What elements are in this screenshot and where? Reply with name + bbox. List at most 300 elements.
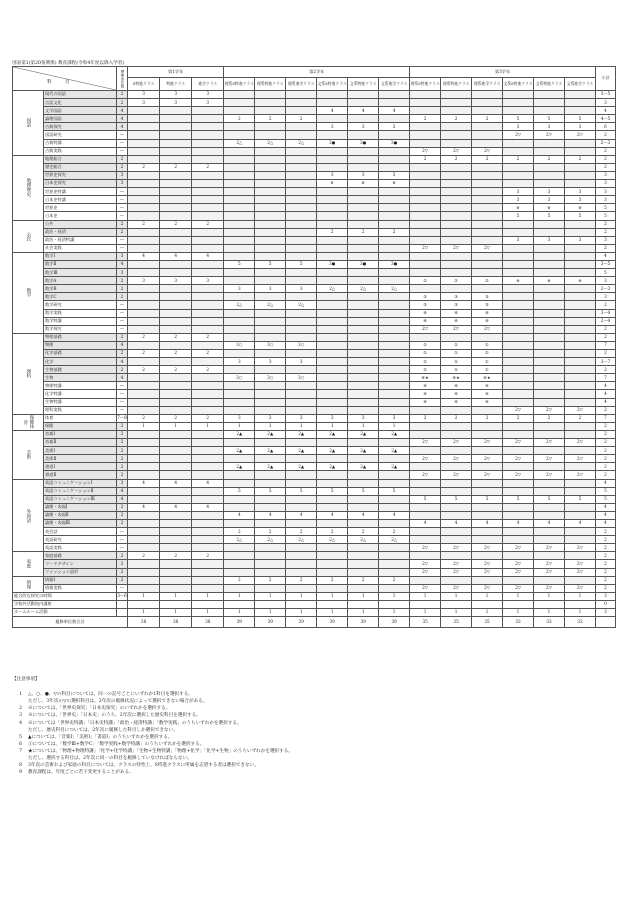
credit-cell bbox=[128, 204, 160, 212]
credit-cell: 2△ bbox=[255, 301, 286, 309]
standard-credits: — bbox=[116, 398, 127, 406]
credit-cell bbox=[286, 544, 317, 552]
credit-cell bbox=[441, 406, 472, 414]
subtotal-cell: 4 bbox=[595, 503, 615, 511]
total-cell: 39 bbox=[286, 617, 317, 628]
credit-cell: 2▲ bbox=[224, 430, 255, 438]
credit-cell: ① bbox=[472, 341, 503, 349]
credit-cell: 1 bbox=[564, 592, 595, 600]
credit-cell bbox=[128, 269, 160, 277]
credit-cell bbox=[160, 528, 192, 536]
table-row bbox=[13, 406, 616, 414]
subtotal-cell: 3 bbox=[595, 236, 615, 244]
credit-cell bbox=[192, 180, 224, 188]
credit-cell bbox=[224, 277, 255, 285]
credit-cell bbox=[128, 228, 160, 236]
credit-cell: 3 bbox=[503, 123, 534, 131]
credit-cell bbox=[503, 139, 534, 147]
credit-cell: ② bbox=[441, 277, 472, 285]
credit-cell bbox=[286, 317, 317, 325]
credit-cell bbox=[192, 236, 224, 244]
credit-cell: 3● bbox=[317, 139, 348, 147]
credit-cell bbox=[160, 309, 192, 317]
credit-cell bbox=[286, 188, 317, 196]
note-item bbox=[12, 691, 612, 705]
credit-cell bbox=[534, 430, 565, 438]
credit-cell: 3○ bbox=[255, 374, 286, 382]
credit-cell bbox=[224, 552, 255, 560]
credit-cell bbox=[472, 180, 503, 188]
credit-cell bbox=[564, 220, 595, 228]
credit-cell bbox=[410, 260, 441, 268]
subtotal-cell: 2 bbox=[595, 228, 615, 236]
credit-cell bbox=[286, 196, 317, 204]
credit-cell bbox=[224, 439, 255, 447]
credit-cell bbox=[128, 107, 160, 115]
table-row bbox=[13, 552, 616, 560]
credit-cell bbox=[564, 398, 595, 406]
credit-cell bbox=[472, 430, 503, 438]
credit-cell: 2 bbox=[255, 115, 286, 123]
subject-name: 数学特講 bbox=[43, 317, 116, 325]
credit-cell bbox=[564, 430, 595, 438]
credit-cell: 3 bbox=[192, 91, 224, 99]
credit-cell: 2 bbox=[317, 576, 348, 584]
credit-cell bbox=[564, 301, 595, 309]
credit-cell: 2▽ bbox=[564, 131, 595, 139]
credit-cell bbox=[503, 341, 534, 349]
credit-cell bbox=[286, 236, 317, 244]
credit-cell bbox=[534, 147, 565, 155]
credit-cell bbox=[472, 163, 503, 171]
credit-cell: 2 bbox=[192, 552, 224, 560]
credit-cell bbox=[410, 204, 441, 212]
total-header: 小計 bbox=[595, 67, 615, 91]
credit-cell bbox=[564, 374, 595, 382]
credit-cell bbox=[224, 220, 255, 228]
table-row bbox=[13, 350, 616, 358]
subtotal-cell: 7 bbox=[595, 341, 615, 349]
standard-credits: — bbox=[116, 188, 127, 196]
credit-cell bbox=[534, 447, 565, 455]
credit-cell bbox=[564, 228, 595, 236]
credit-cell bbox=[564, 511, 595, 519]
credit-cell bbox=[286, 220, 317, 228]
subtotal-cell: 2 bbox=[595, 455, 615, 463]
credit-cell bbox=[160, 358, 192, 366]
credit-cell: 1 bbox=[534, 609, 565, 617]
credit-cell: 1 bbox=[564, 609, 595, 617]
credit-cell bbox=[286, 252, 317, 260]
credit-cell: 2 bbox=[128, 163, 160, 171]
credit-cell bbox=[410, 139, 441, 147]
credit-cell bbox=[192, 107, 224, 115]
credit-cell bbox=[472, 487, 503, 495]
subject-name: 生物 bbox=[43, 374, 116, 382]
credit-cell bbox=[564, 479, 595, 487]
standard-credits: 2 bbox=[116, 430, 127, 438]
credit-cell: 2▽ bbox=[441, 584, 472, 592]
credit-cell bbox=[534, 463, 565, 471]
subject-group: 芸術 bbox=[13, 430, 44, 479]
subtotal-cell: 5 bbox=[595, 212, 615, 220]
credit-cell bbox=[410, 447, 441, 455]
credit-cell bbox=[286, 366, 317, 374]
credit-cell bbox=[192, 382, 224, 390]
credit-cell bbox=[224, 91, 255, 99]
subject-name: 政治・経済特講 bbox=[43, 236, 116, 244]
standard-credits bbox=[116, 600, 127, 608]
subject-name: 家庭基礎 bbox=[43, 552, 116, 560]
credit-cell: 2▽ bbox=[441, 560, 472, 568]
credit-cell: 2▲ bbox=[224, 447, 255, 455]
credit-cell bbox=[160, 560, 192, 568]
credit-cell: 5 bbox=[286, 260, 317, 268]
standard-credits bbox=[116, 609, 127, 617]
credit-cell bbox=[128, 447, 160, 455]
total-cell: 39 bbox=[224, 617, 255, 628]
credit-cell bbox=[286, 269, 317, 277]
credit-cell: 3 bbox=[503, 188, 534, 196]
subject-header: 科 目 bbox=[47, 80, 76, 85]
credit-cell bbox=[286, 479, 317, 487]
credit-cell: 5 bbox=[379, 487, 410, 495]
credit-cell bbox=[286, 560, 317, 568]
credit-cell bbox=[317, 439, 348, 447]
credit-cell: 3 bbox=[317, 123, 348, 131]
credit-cell bbox=[503, 382, 534, 390]
table-row bbox=[13, 584, 616, 592]
subtotal-cell: 2～3 bbox=[595, 285, 615, 293]
credit-cell bbox=[564, 422, 595, 430]
credit-cell bbox=[379, 115, 410, 123]
credit-cell bbox=[224, 196, 255, 204]
subtotal-cell: 2 bbox=[595, 584, 615, 592]
credit-cell bbox=[503, 180, 534, 188]
credit-cell bbox=[224, 163, 255, 171]
subtotal-cell: 7 bbox=[595, 374, 615, 382]
credit-cell: 2 bbox=[224, 576, 255, 584]
credit-cell: 2 bbox=[472, 414, 503, 422]
standard-credits: — bbox=[116, 204, 127, 212]
credit-cell: ※ bbox=[503, 277, 534, 285]
note-text: ★については、「物理+物理特講」「化学+化学特講」「生物+生物特講」「物理+化学」「化学+生物」のうちいずれかを選択する。 ただし、選択する科目は、2年次に同一の科目を履修していなければならない。 bbox=[28, 748, 293, 762]
credit-cell: 1 bbox=[255, 609, 286, 617]
credit-cell bbox=[534, 422, 565, 430]
credit-cell bbox=[224, 155, 255, 163]
credit-cell bbox=[317, 99, 348, 107]
subtotal-cell: 3 bbox=[595, 293, 615, 301]
credit-cell bbox=[128, 212, 160, 220]
credit-cell: ④ bbox=[441, 382, 472, 390]
credit-cell bbox=[379, 495, 410, 503]
credit-cell bbox=[564, 260, 595, 268]
credit-cell bbox=[286, 495, 317, 503]
subject-name: 言語文化 bbox=[43, 99, 116, 107]
credit-cell bbox=[160, 544, 192, 552]
credit-cell bbox=[472, 447, 503, 455]
credit-cell bbox=[564, 269, 595, 277]
standard-credits: — bbox=[116, 309, 127, 317]
table-row bbox=[13, 204, 616, 212]
subject-name: 音楽Ⅱ bbox=[43, 439, 116, 447]
credit-cell: ※ bbox=[564, 204, 595, 212]
credit-cell: ④ bbox=[410, 309, 441, 317]
credit-cell bbox=[503, 107, 534, 115]
credit-cell bbox=[564, 536, 595, 544]
credit-cell bbox=[160, 584, 192, 592]
credit-cell bbox=[503, 374, 534, 382]
credit-cell bbox=[564, 139, 595, 147]
credit-cell bbox=[224, 503, 255, 511]
standard-credits: — bbox=[116, 544, 127, 552]
credit-cell: 2 bbox=[441, 414, 472, 422]
credit-cell: 2▽ bbox=[564, 584, 595, 592]
credit-cell bbox=[192, 309, 224, 317]
credit-cell bbox=[160, 439, 192, 447]
table-row bbox=[13, 244, 616, 252]
credit-cell: 2 bbox=[160, 350, 192, 358]
credit-cell bbox=[286, 552, 317, 560]
credit-cell bbox=[160, 212, 192, 220]
credit-cell: ④ bbox=[410, 398, 441, 406]
credit-cell bbox=[564, 487, 595, 495]
credit-cell bbox=[317, 131, 348, 139]
credit-cell bbox=[379, 406, 410, 414]
credit-cell: ④★ bbox=[472, 374, 503, 382]
credit-cell bbox=[255, 269, 286, 277]
credit-cell bbox=[379, 439, 410, 447]
credit-cell: 2▽ bbox=[410, 544, 441, 552]
credit-cell bbox=[317, 398, 348, 406]
credit-cell bbox=[348, 99, 379, 107]
subject-group: 理科 bbox=[13, 333, 44, 414]
credit-cell bbox=[379, 188, 410, 196]
credit-cell: 2△ bbox=[317, 536, 348, 544]
total-cell: 35 bbox=[472, 617, 503, 628]
credit-cell: 3○ bbox=[286, 341, 317, 349]
credit-cell bbox=[224, 293, 255, 301]
credit-cell bbox=[255, 163, 286, 171]
subject-name: 音楽Ⅰ bbox=[43, 430, 116, 438]
subtotal-cell: 2 bbox=[595, 366, 615, 374]
credit-cell: ④ bbox=[472, 390, 503, 398]
standard-credits: — bbox=[116, 301, 127, 309]
standard-credits: 2 bbox=[116, 471, 127, 479]
credit-cell bbox=[348, 544, 379, 552]
credit-cell bbox=[472, 123, 503, 131]
table-row bbox=[13, 463, 616, 471]
credit-cell bbox=[160, 269, 192, 277]
credit-cell bbox=[379, 503, 410, 511]
credit-cell: 5 bbox=[534, 212, 565, 220]
credit-cell bbox=[348, 155, 379, 163]
credit-cell bbox=[503, 309, 534, 317]
credit-cell bbox=[192, 471, 224, 479]
standard-credits: — bbox=[116, 325, 127, 333]
subject-group: 情報 bbox=[13, 576, 44, 592]
credit-cell bbox=[317, 390, 348, 398]
credit-cell bbox=[410, 131, 441, 139]
credit-cell bbox=[472, 422, 503, 430]
credit-cell: ④★ bbox=[410, 374, 441, 382]
credit-cell bbox=[472, 552, 503, 560]
note-text: 3年次の芸術および家庭の科目については、クラスの特性上、S特進クラスに所属を志望する者は選択できない。 bbox=[28, 763, 259, 769]
credit-cell: ③ bbox=[410, 293, 441, 301]
credit-cell: 2△ bbox=[286, 301, 317, 309]
standard-credits: 2 bbox=[116, 155, 127, 163]
credit-cell bbox=[286, 277, 317, 285]
credit-cell bbox=[379, 455, 410, 463]
credit-cell: 1 bbox=[160, 592, 192, 600]
credit-cell bbox=[128, 455, 160, 463]
credit-cell bbox=[410, 463, 441, 471]
credit-cell: ※ bbox=[564, 277, 595, 285]
credit-cell: 2△ bbox=[255, 536, 286, 544]
credit-cell: 3 bbox=[503, 236, 534, 244]
credit-cell bbox=[503, 252, 534, 260]
credit-cell bbox=[317, 244, 348, 252]
credit-cell bbox=[255, 171, 286, 179]
standard-credits: 2 bbox=[116, 285, 127, 293]
credit-cell bbox=[503, 317, 534, 325]
table-row bbox=[13, 309, 616, 317]
credit-cell bbox=[441, 528, 472, 536]
credit-cell bbox=[348, 503, 379, 511]
subtotal-cell: 2 bbox=[595, 155, 615, 163]
credit-cell bbox=[379, 519, 410, 527]
credit-cell bbox=[410, 552, 441, 560]
credit-cell bbox=[534, 171, 565, 179]
table-row bbox=[13, 528, 616, 536]
credit-cell bbox=[534, 350, 565, 358]
credit-cell bbox=[317, 212, 348, 220]
credit-cell bbox=[441, 463, 472, 471]
credit-cell bbox=[503, 422, 534, 430]
course-header: 文系特進クラス bbox=[348, 78, 379, 91]
subtotal-cell: 2 bbox=[595, 301, 615, 309]
table-row bbox=[13, 471, 616, 479]
credit-cell: 2▲ bbox=[379, 447, 410, 455]
subtotal-cell: 3～4 bbox=[595, 309, 615, 317]
credit-cell bbox=[128, 519, 160, 527]
credit-cell bbox=[534, 252, 565, 260]
credit-cell bbox=[286, 455, 317, 463]
credit-cell: 2▽ bbox=[503, 455, 534, 463]
credit-cell bbox=[348, 406, 379, 414]
credit-cell bbox=[128, 301, 160, 309]
credit-cell: 5 bbox=[348, 487, 379, 495]
table-row bbox=[13, 260, 616, 268]
table-row bbox=[13, 455, 616, 463]
credit-cell: 2 bbox=[379, 576, 410, 584]
course-header: 進学クラス bbox=[192, 78, 224, 91]
credit-cell: 2▽ bbox=[564, 568, 595, 576]
credit-cell: 2▽ bbox=[534, 439, 565, 447]
standard-credits: 2 bbox=[116, 350, 127, 358]
credit-cell bbox=[472, 479, 503, 487]
credit-cell: 2 bbox=[410, 115, 441, 123]
subtotal-cell: 4 bbox=[595, 398, 615, 406]
credit-cell bbox=[286, 584, 317, 592]
credit-cell bbox=[255, 398, 286, 406]
credit-cell: ④ bbox=[410, 382, 441, 390]
credit-cell bbox=[128, 147, 160, 155]
subject-name: 論理・表現Ⅱ bbox=[43, 511, 116, 519]
credit-cell: ④ bbox=[441, 390, 472, 398]
subject-name: 生物特講 bbox=[43, 398, 116, 406]
credit-cell bbox=[472, 269, 503, 277]
credit-cell bbox=[472, 260, 503, 268]
credit-cell bbox=[564, 341, 595, 349]
subtotal-cell: 2～3 bbox=[595, 139, 615, 147]
credit-cell bbox=[348, 212, 379, 220]
course-header: 理系S特進クラス bbox=[410, 78, 441, 91]
credit-cell: 2 bbox=[192, 350, 224, 358]
credit-cell bbox=[160, 511, 192, 519]
credit-cell: ④★ bbox=[441, 374, 472, 382]
credit-cell bbox=[348, 455, 379, 463]
table-row bbox=[13, 398, 616, 406]
credit-cell: 2▲ bbox=[224, 463, 255, 471]
credit-cell bbox=[224, 325, 255, 333]
credit-cell: 3 bbox=[564, 188, 595, 196]
credit-cell bbox=[348, 131, 379, 139]
course-header: 理系特進クラス bbox=[441, 78, 472, 91]
credit-cell bbox=[255, 479, 286, 487]
credit-cell bbox=[192, 147, 224, 155]
credit-cell bbox=[534, 260, 565, 268]
subject-name: 文学国語 bbox=[43, 107, 116, 115]
credit-cell bbox=[564, 447, 595, 455]
credit-cell bbox=[317, 471, 348, 479]
credit-cell: 1 bbox=[503, 592, 534, 600]
subtotal-cell: 2 bbox=[595, 220, 615, 228]
credit-cell: 2 bbox=[192, 220, 224, 228]
credit-cell bbox=[255, 252, 286, 260]
credit-cell bbox=[160, 293, 192, 301]
credit-cell bbox=[534, 99, 565, 107]
credit-cell bbox=[472, 576, 503, 584]
credit-cell bbox=[441, 188, 472, 196]
credit-cell bbox=[441, 204, 472, 212]
credit-cell: 2▲ bbox=[348, 463, 379, 471]
subject-name: 化学特講 bbox=[43, 390, 116, 398]
credit-cell: 5 bbox=[286, 487, 317, 495]
subject-name: 美術Ⅰ bbox=[43, 447, 116, 455]
header-corner bbox=[13, 67, 117, 91]
credits-header: 標準単位数 bbox=[116, 67, 127, 91]
credit-cell bbox=[503, 366, 534, 374]
subject-name: 日本史 bbox=[43, 212, 116, 220]
credit-cell: 2▽ bbox=[441, 568, 472, 576]
credit-cell bbox=[255, 471, 286, 479]
credit-cell bbox=[503, 220, 534, 228]
subject-name: 現代の国語 bbox=[43, 91, 116, 99]
credit-cell bbox=[564, 147, 595, 155]
credit-cell: 3○ bbox=[255, 341, 286, 349]
credit-cell: 2▽ bbox=[534, 544, 565, 552]
credit-cell bbox=[564, 576, 595, 584]
credit-cell bbox=[128, 495, 160, 503]
credit-cell bbox=[348, 495, 379, 503]
subtotal-cell: 3 bbox=[595, 188, 615, 196]
table-row bbox=[13, 252, 616, 260]
credit-cell: 2 bbox=[317, 528, 348, 536]
credit-cell: 2▲ bbox=[317, 463, 348, 471]
credit-cell: 2△ bbox=[286, 139, 317, 147]
credit-cell: 2 bbox=[286, 115, 317, 123]
